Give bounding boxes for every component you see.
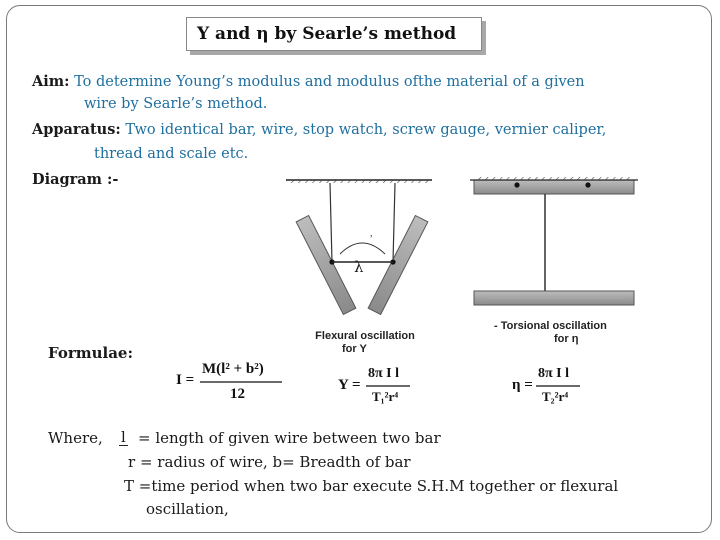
where-line-3: T =time period when two bar execute S.H.M together or flexural [124, 477, 619, 495]
where-line-4: oscillation, [146, 500, 229, 518]
lambda-symbol: λ [354, 258, 364, 276]
apparatus-text-1: Two identical bar, wire, stop watch, screw gauge, vernier caliper, [120, 122, 607, 138]
apparatus-label: Apparatus: [32, 121, 121, 138]
formula-eta-numerator: 8π I l [538, 366, 570, 381]
formula-I-numerator: M(l² + b²) [202, 361, 264, 377]
formula-Y-denominator: T₁²r⁴ [372, 389, 399, 404]
formula-eta-denominator: T₂²r⁴ [542, 389, 569, 404]
formula-Y-lhs: Y = [338, 377, 361, 393]
formulae-label: Formulae: [48, 344, 134, 362]
flexural-caption-line-2b: for Y [342, 343, 367, 355]
aim-text-1: To determine Young’s modulus and modulus ofthe material of a given [69, 74, 585, 90]
length-symbol: l [121, 428, 126, 446]
where-line-2: r = radius of wire, b= Breadth of bar [128, 453, 411, 471]
aim-text-2: wire by Searle’s method. [84, 96, 268, 112]
formula-I-lhs: I = [176, 372, 195, 388]
where-line-1: = length of given wire between two bar [138, 429, 441, 447]
slide-title: Y and η by Searle’s method [186, 17, 482, 51]
svg-text:,: , [370, 228, 373, 239]
aim-label: Aim: [32, 73, 70, 90]
flexural-caption-line-1: Flexural oscillation [315, 330, 415, 342]
apparatus-text-2: thread and scale etc. [94, 146, 249, 162]
formula-Y-numerator: 8π I l [368, 366, 400, 381]
torsional-caption-line-2: for η [554, 333, 579, 345]
where-label: Where, [48, 429, 103, 447]
formula-I-denominator: 12 [230, 386, 245, 402]
diagram-label: Diagram :- [32, 171, 119, 188]
torsional-caption-line-1: - Torsional oscillation [494, 320, 607, 332]
formula-eta-lhs: η = [512, 377, 533, 393]
